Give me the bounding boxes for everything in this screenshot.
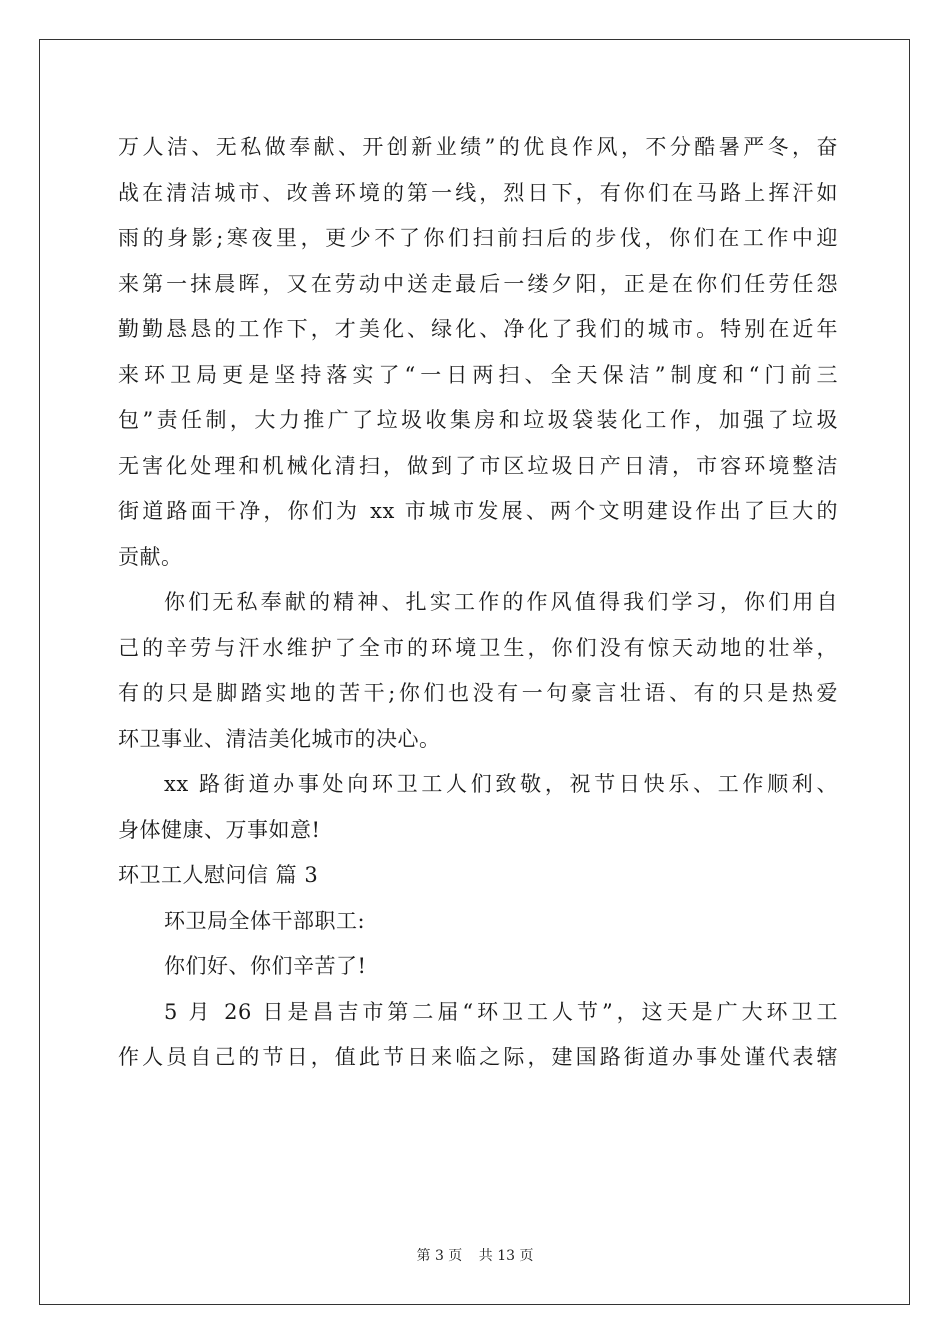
text-line: 无害化处理和机械化清扫，做到了市区垃圾日产日清，市容环境整洁 — [118, 453, 838, 478]
salutation: 环卫局全体干部职工: — [164, 908, 366, 933]
text-line: 勤勤恳恳的工作下，才美化、绿化、净化了我们的城市。特别在近年 — [118, 317, 838, 341]
document-body — [118, 125, 838, 1081]
page-footer — [0, 1245, 950, 1265]
text-line: 你们无私奉献的精神、扎实工作的作风值得我们学习，你们用自 — [164, 590, 838, 614]
text-line: 己的辛劳与汗水维护了全市的环境卫生，你们没有惊天动地的壮举， — [118, 635, 838, 660]
text-line: xx 路街道办事处向环卫工人们致敬，祝节日快乐、工作顺利、 — [164, 772, 838, 796]
section-heading: 环卫工人慰问信 篇 3 — [118, 863, 319, 887]
text-line: 5 月 26 日是昌吉市第二届“环卫工人节”，这天是广大环卫工 — [164, 999, 838, 1024]
text-line: 来第一抹晨晖，又在劳动中送走最后一缕夕阳，正是在你们任劳任怨 — [118, 271, 838, 296]
page-number: 第 3 页 — [416, 1248, 463, 1264]
text-line: 贡献。 — [118, 544, 183, 569]
text-line: 包”责任制，大力推广了垃圾收集房和垃圾袋装化工作，加强了垃圾 — [118, 408, 838, 432]
text-line: 作人员自己的节日，值此节日来临之际，建国路街道办事处谨代表辖 — [118, 1045, 838, 1069]
text-line: 万人洁、无私做奉献、开创新业绩”的优良作风，不分酷暑严冬，奋 — [118, 135, 838, 159]
text-line: 身体健康、万事如意! — [118, 817, 321, 842]
text-line: 雨的身影;寒夜里，更少不了你们扫前扫后的步伐，你们在工作中迎 — [118, 226, 838, 250]
text-line: 有的只是脚踏实地的苦干;你们也没有一句豪言壮语、有的只是热爱 — [118, 681, 838, 705]
greeting: 你们好、你们辛苦了! — [164, 954, 367, 978]
text-line: 战在清洁城市、改善环境的第一线，烈日下，有你们在马路上挥汗如 — [118, 180, 838, 205]
text-line: 街道路面干净，你们为 xx 市城市发展、两个文明建设作出了巨大的 — [118, 499, 838, 523]
text-line: 环卫事业、清洁美化城市的决心。 — [118, 726, 441, 751]
text-line: 来环卫局更是坚持落实了“一日两扫、全天保洁”制度和“门前三 — [118, 362, 838, 387]
page-total: 共 13 页 — [478, 1248, 534, 1264]
